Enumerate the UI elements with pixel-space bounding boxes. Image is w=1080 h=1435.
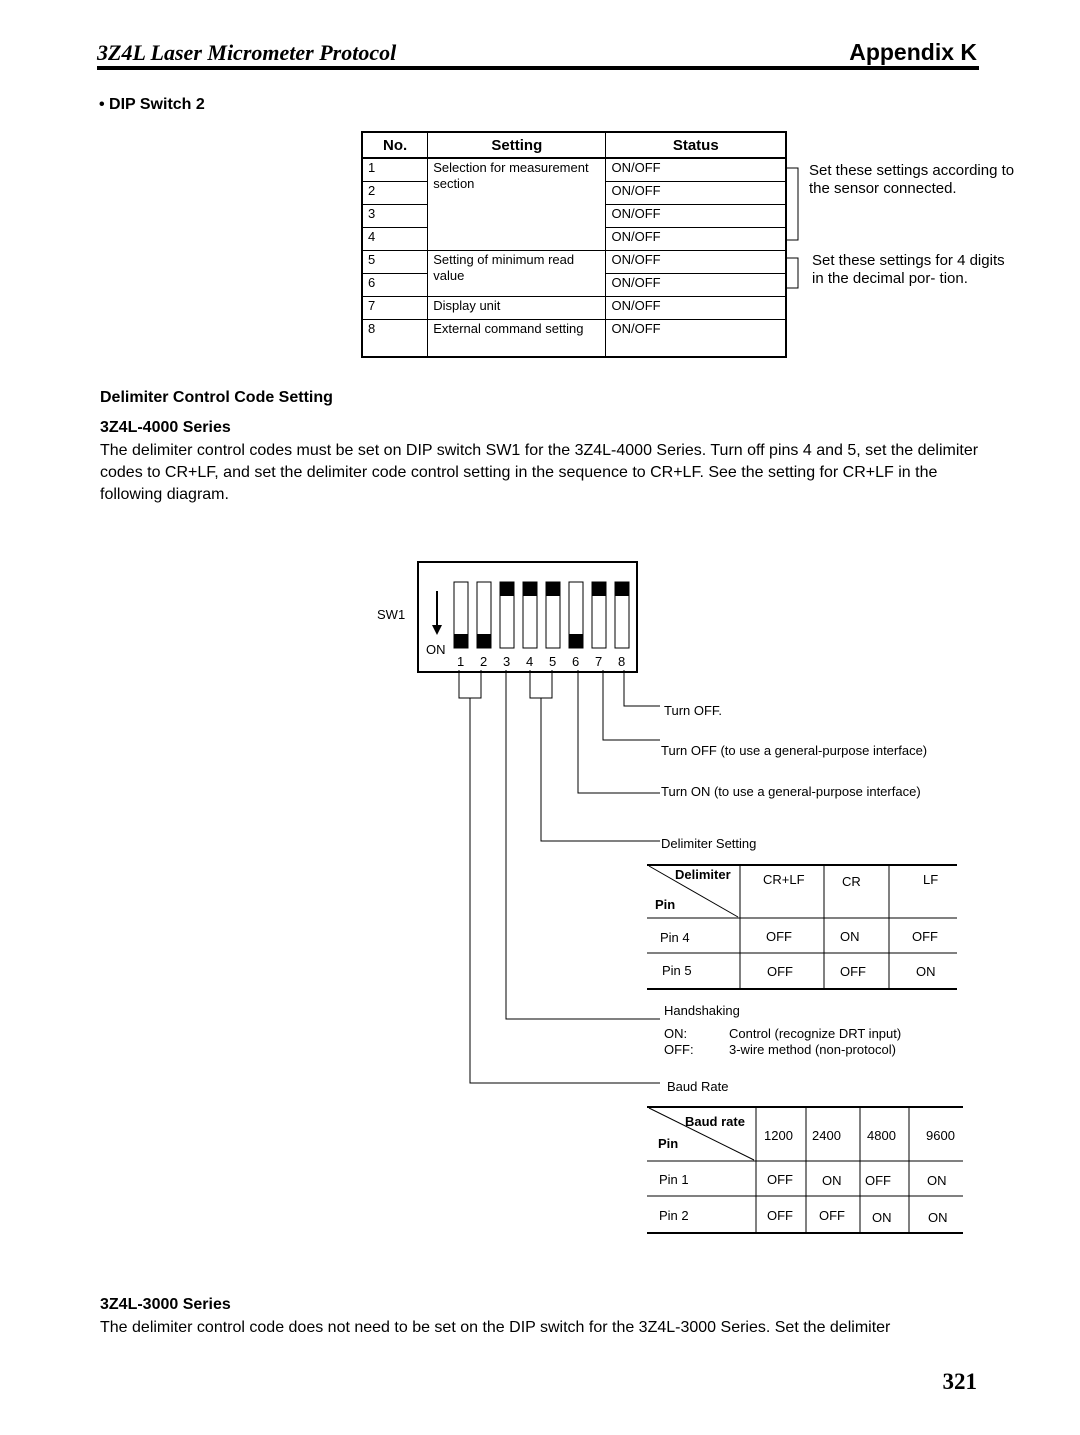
baud-corner-top: Baud rate (685, 1114, 745, 1129)
pin-label-3: 3 (503, 654, 511, 669)
baud-col: 1200 (764, 1128, 793, 1143)
delimiter-cell: ON (840, 929, 860, 944)
pin-label-6: 6 (572, 654, 580, 669)
callout-pin7: Turn OFF (to use a general-purpose interface) (661, 743, 928, 758)
column-header-setting: Setting (428, 132, 606, 158)
table-row (362, 158, 786, 182)
cell-no: 2 (362, 182, 428, 205)
handshake-on-key: ON: (664, 1026, 688, 1041)
table-header-row (362, 132, 786, 158)
baud-cell: ON (872, 1210, 892, 1225)
baud-cell: OFF (767, 1172, 793, 1187)
on-label: ON (426, 642, 446, 657)
pin-label-5: 5 (549, 654, 557, 669)
series-3000-heading: 3Z4L-3000 Series (100, 1296, 231, 1313)
pin-label-8: 8 (618, 654, 626, 669)
switch-lever-1 (454, 634, 468, 648)
pin-label-1: 1 (457, 654, 465, 669)
cell-setting: External command setting (428, 320, 606, 358)
switch-lever-8 (615, 582, 629, 596)
cell-status: ON/OFF (606, 158, 786, 182)
delimiter-row-label: Pin 4 (660, 930, 690, 945)
pin-label-2: 2 (480, 654, 488, 669)
delimiter-cell: OFF (840, 964, 866, 979)
callout-pin6: Turn ON (to use a general-purpose interface) (661, 784, 921, 799)
callout-handshaking: Handshaking (664, 1003, 740, 1018)
table-row (362, 251, 786, 274)
delimiter-cell: ON (916, 964, 936, 979)
cell-status: ON/OFF (606, 228, 786, 251)
baud-col: 4800 (867, 1128, 896, 1143)
cell-status: ON/OFF (606, 251, 786, 274)
switch-lever-6 (569, 634, 583, 648)
running-header-title: 3Z4L Laser Micrometer Protocol (97, 40, 397, 65)
handshake-on-value: Control (recognize DRT input) (729, 1026, 902, 1041)
cell-no: 3 (362, 205, 428, 228)
baud-row-label: Pin 1 (659, 1172, 689, 1187)
note-sensor-settings: Set these settings according to the sensor connected. (809, 162, 1015, 197)
header-rule (97, 66, 979, 70)
pin-label-7: 7 (595, 654, 603, 669)
cell-status: ON/OFF (606, 274, 786, 297)
sw1-label: SW1 (377, 607, 406, 622)
cell-setting: Selection for measurement section (428, 158, 606, 251)
column-header-no: No. (362, 132, 428, 158)
handshake-off-value: 3-wire method (non-protocol) (729, 1042, 896, 1057)
delimiter-col-crlf: CR+LF (763, 872, 805, 887)
delimiter-cell: OFF (766, 929, 792, 944)
delimiter-row-label: Pin 5 (662, 963, 692, 978)
callout-turn-off: Turn OFF. (664, 703, 723, 718)
column-header-status: Status (606, 132, 786, 158)
callout-baud-rate: Baud Rate (667, 1079, 729, 1094)
cell-setting: Setting of minimum read value (428, 251, 606, 297)
cell-no: 6 (362, 274, 428, 297)
cell-status: ON/OFF (606, 205, 786, 228)
baud-cell: ON (927, 1173, 947, 1188)
page-number: 321 (942, 1369, 977, 1394)
cell-no: 8 (362, 320, 428, 358)
cell-no: 4 (362, 228, 428, 251)
delimiter-corner-bottom: Pin (655, 897, 676, 912)
delimiter-cell: OFF (767, 964, 793, 979)
cell-status: ON/OFF (606, 320, 786, 358)
cell-status: ON/OFF (606, 297, 786, 320)
table-brackets (786, 164, 800, 296)
baud-cell: ON (928, 1210, 948, 1225)
table-row (362, 320, 786, 358)
switch-lever-3 (500, 582, 514, 596)
running-header-appendix: Appendix K (849, 39, 977, 65)
pin-label-4: 4 (526, 654, 534, 669)
baud-cell: OFF (767, 1208, 793, 1223)
cell-no: 7 (362, 297, 428, 320)
series-3000-paragraph: The delimiter control code does not need to be set on the DIP switch for the 3Z4L-3000 Series. Set the delimiter (100, 1319, 891, 1336)
callout-delimiter-setting: Delimiter Setting (661, 836, 757, 851)
baud-row-label: Pin 2 (659, 1208, 689, 1223)
switch-lever-7 (592, 582, 606, 596)
cell-no: 5 (362, 251, 428, 274)
series-4000-heading: 3Z4L-4000 Series (100, 419, 231, 436)
delimiter-corner-top: Delimiter (675, 867, 731, 882)
delimiter-paragraph: The delimiter control codes must be set on DIP switch SW1 for the 3Z4L-4000 Series. Turn off pins 4 and 5, set the delimiter codes to CR+LF, and set the delimiter code control setting in the sequence to CR+LF. See the setting for CR+LF in the following diagram. (100, 442, 979, 503)
switch-lever-2 (477, 634, 491, 648)
delimiter-cell: OFF (912, 929, 938, 944)
leader-lines (455, 668, 665, 1090)
delimiter-col-cr: CR (842, 874, 861, 889)
switch-lever-4 (523, 582, 537, 596)
handshake-off-key: OFF: (664, 1042, 694, 1057)
dip-switch-2-table (361, 131, 787, 358)
baud-cell: ON (822, 1173, 842, 1188)
switch-lever-5 (546, 582, 560, 596)
table-row (362, 297, 786, 320)
cell-status: ON/OFF (606, 182, 786, 205)
cell-setting: Display unit (428, 297, 606, 320)
dip-switch-2-heading: • DIP Switch 2 (99, 96, 205, 113)
baud-col: 2400 (812, 1128, 841, 1143)
baud-col: 9600 (926, 1128, 955, 1143)
delimiter-col-lf: LF (923, 872, 939, 887)
baud-cell: OFF (865, 1173, 891, 1188)
note-decimal-settings: Set these settings for 4 digits in the decimal por- tion. (812, 252, 1005, 287)
cell-no: 1 (362, 158, 428, 182)
baud-cell: OFF (819, 1208, 845, 1223)
baud-corner-bottom: Pin (658, 1136, 679, 1151)
delimiter-heading: Delimiter Control Code Setting (100, 389, 333, 406)
